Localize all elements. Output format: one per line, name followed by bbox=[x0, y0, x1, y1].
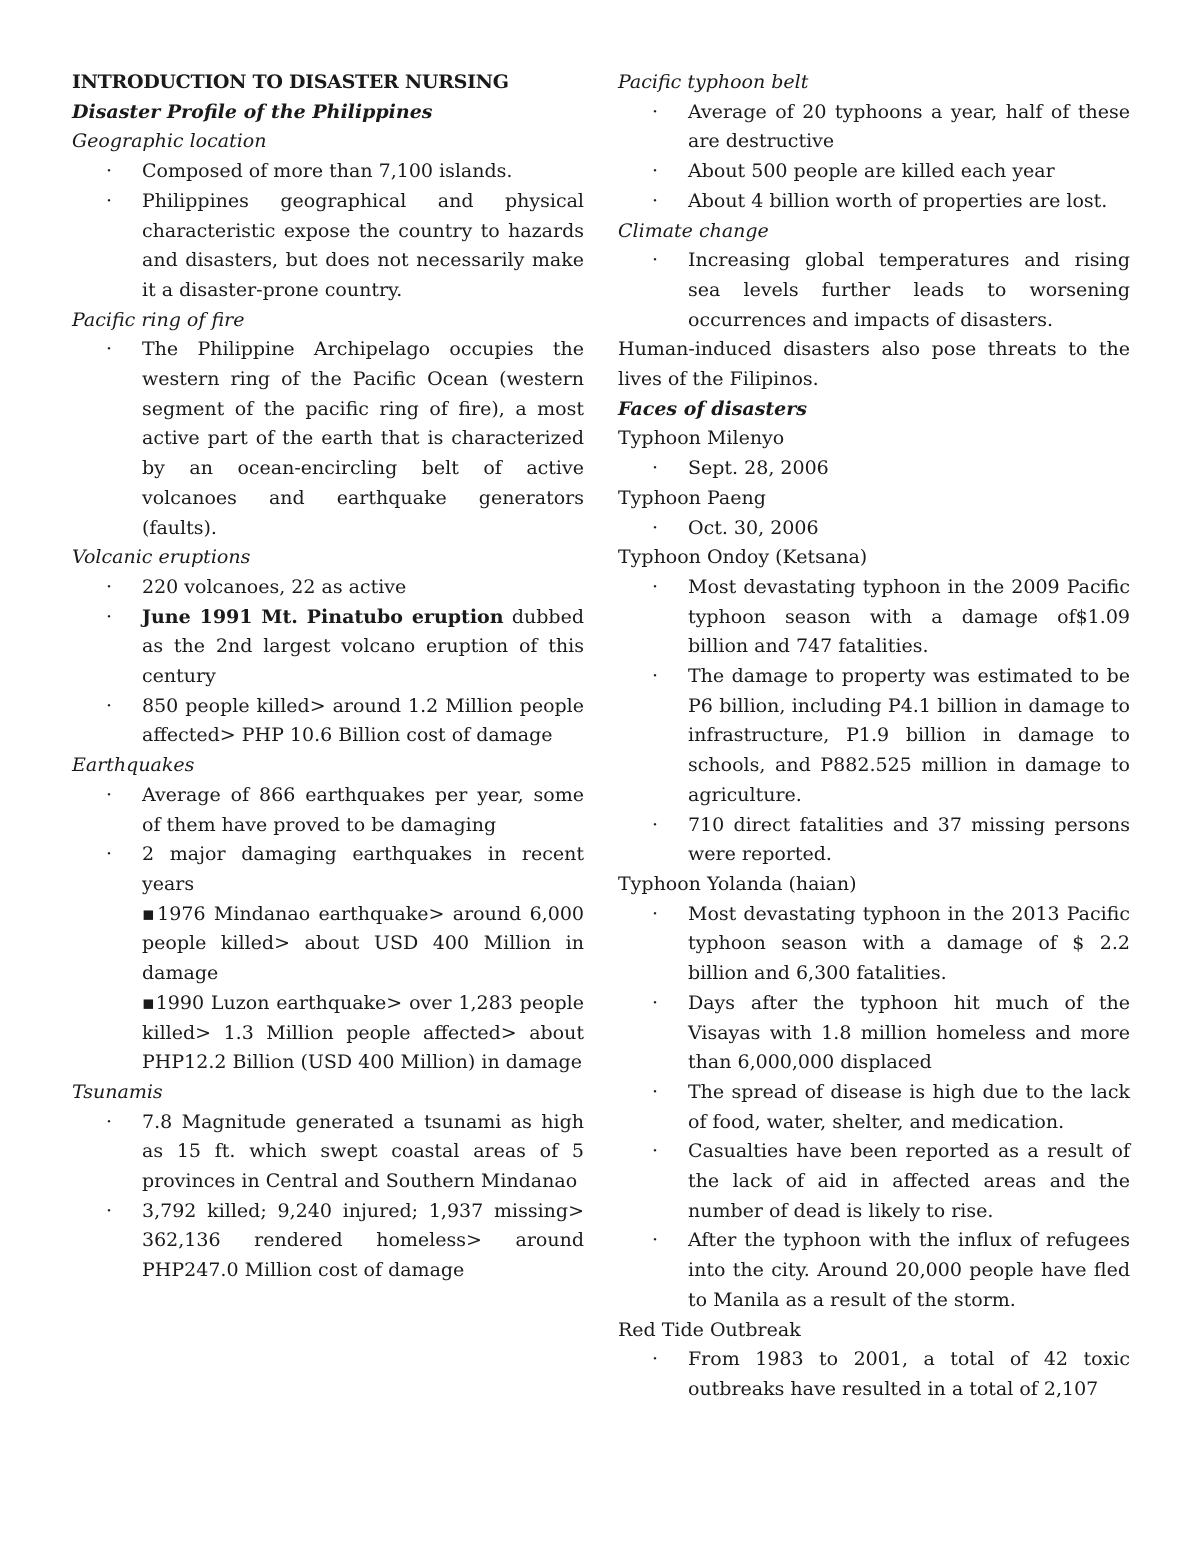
geographic-location-heading: Geographic location bbox=[72, 130, 267, 153]
volcanic-eruptions-list bbox=[72, 573, 584, 751]
tsunamis-list bbox=[72, 1108, 584, 1286]
list-item: · Most devastating typhoon in the 2013 Pacific typhoon season with a damage of $ 2.2 billion and 6,300 fatalities. bbox=[618, 900, 1130, 989]
paeng-heading: Typhoon Paeng bbox=[618, 486, 766, 509]
list-item bbox=[72, 603, 584, 692]
pacific-ring-list bbox=[72, 335, 584, 543]
pinatubo-rest-text: dubbed as the 2nd largest volcano eruption of this century bbox=[142, 605, 585, 688]
list-item: · Sept. 28, 2006 bbox=[618, 454, 1130, 484]
ondoy-list bbox=[618, 573, 1130, 870]
earthquakes-list bbox=[72, 781, 584, 1078]
sub-list-item: ▪1990 Luzon earthquake> over 1,283 people killed> 1.3 Million people affected> about PHP12.2 Billion (USD 400 Million) in damage bbox=[142, 991, 584, 1074]
list-item: · Oct. 30, 2006 bbox=[618, 514, 1130, 544]
tsunamis-heading: Tsunamis bbox=[72, 1080, 163, 1103]
list-item: · Days after the typhoon hit much of the Visayas with 1.8 million homeless and more than 6,000,000 displaced bbox=[618, 989, 1130, 1078]
paeng-list bbox=[618, 514, 1130, 544]
list-item: · Composed of more than 7,100 islands. bbox=[72, 157, 584, 187]
sub-list-item: ▪1976 Mindanao earthquake> around 6,000 people killed> about USD 400 Million in damage bbox=[142, 902, 584, 985]
left-column bbox=[72, 68, 584, 1286]
climate-change-list bbox=[618, 246, 1130, 335]
yolanda-list bbox=[618, 900, 1130, 1316]
section-title: Disaster Profile of the Philippines bbox=[72, 100, 433, 123]
list-item: · After the typhoon with the influx of refugees into the city. Around 20,000 people have fled to Manila as a result of the storm. bbox=[618, 1226, 1130, 1315]
red-tide-heading: Red Tide Outbreak bbox=[618, 1318, 801, 1341]
list-item: · 220 volcanoes, 22 as active bbox=[72, 573, 584, 603]
list-item: · About 4 billion worth of properties are lost. bbox=[618, 187, 1130, 217]
list-item: · 3,792 killed; 9,240 injured; 1,937 missing> 362,136 rendered homeless> around PHP247.0 Million cost of damage bbox=[72, 1197, 584, 1286]
typhoon-belt-heading: Pacific typhoon belt bbox=[618, 71, 809, 93]
list-item: · 710 direct fatalities and 37 missing persons were reported. bbox=[618, 811, 1130, 870]
milenyo-list bbox=[618, 454, 1130, 484]
right-column bbox=[618, 68, 1130, 1405]
pinatubo-bold-text: June 1991 Mt. Pinatubo eruption bbox=[142, 605, 504, 628]
list-item: · The damage to property was estimated to be P6 billion, including P4.1 billion in damage to infrastructure, P1.9 billion in damage to schools, and P882.525 million in damage to agriculture. bbox=[618, 662, 1130, 811]
yolanda-heading: Typhoon Yolanda (haian) bbox=[618, 872, 857, 895]
list-item: · Most devastating typhoon in the 2009 Pacific typhoon season with a damage of$1.09 billion and 747 fatalities. bbox=[618, 573, 1130, 662]
list-item: · Average of 866 earthquakes per year, some of them have proved to be damaging bbox=[72, 781, 584, 840]
list-item: · 850 people killed> around 1.2 Million people affected> PHP 10.6 Billion cost of damage bbox=[72, 692, 584, 751]
list-item: · Philippines geographical and physical characteristic expose the country to hazards and disasters, but does not necessarily make it a disaster-prone country. bbox=[72, 187, 584, 306]
list-item: · The Philippine Archipelago occupies the western ring of the Pacific Ocean (western segment of the pacific ring of fire), a most active part of the earth that is characterized by an ocean-encircling belt of active volcanoes and earthquake generators (faults). bbox=[72, 335, 584, 543]
faces-of-disasters-heading: Faces of disasters bbox=[618, 397, 807, 420]
list-item: · From 1983 to 2001, a total of 42 toxic outbreaks have resulted in a total of 2,107 bbox=[618, 1345, 1130, 1404]
geographic-location-list bbox=[72, 157, 584, 306]
earthquakes-heading: Earthquakes bbox=[72, 754, 195, 777]
list-item: · Increasing global temperatures and rising sea levels further leads to worsening occurrences and impacts of disasters. bbox=[618, 246, 1130, 335]
volcanic-eruptions-heading: Volcanic eruptions bbox=[72, 546, 251, 569]
climate-change-heading: Climate change bbox=[618, 219, 769, 242]
human-induced-paragraph: Human-induced disasters also pose threats to the lives of the Filipinos. bbox=[618, 338, 1130, 391]
typhoon-belt-list bbox=[618, 98, 1130, 217]
ondoy-heading: Typhoon Ondoy (Ketsana) bbox=[618, 546, 868, 569]
list-item: · 7.8 Magnitude generated a tsunami as high as 15 ft. which swept coastal areas of 5 provinces in Central and Southern Mindanao bbox=[72, 1108, 584, 1197]
list-item: · About 500 people are killed each year bbox=[618, 157, 1130, 187]
milenyo-heading: Typhoon Milenyo bbox=[618, 427, 785, 450]
list-item: · 2 major damaging earthquakes in recent years bbox=[72, 840, 584, 899]
list-item: · Average of 20 typhoons a year, half of these are destructive bbox=[618, 98, 1130, 157]
list-item: · The spread of disease is high due to the lack of food, water, shelter, and medication. bbox=[618, 1078, 1130, 1137]
document-title: INTRODUCTION TO DISASTER NURSING bbox=[72, 71, 509, 93]
list-item: · Casualties have been reported as a result of the lack of aid in affected areas and the number of dead is likely to rise. bbox=[618, 1137, 1130, 1226]
red-tide-list bbox=[618, 1345, 1130, 1404]
pacific-ring-heading: Pacific ring of fire bbox=[72, 308, 245, 331]
